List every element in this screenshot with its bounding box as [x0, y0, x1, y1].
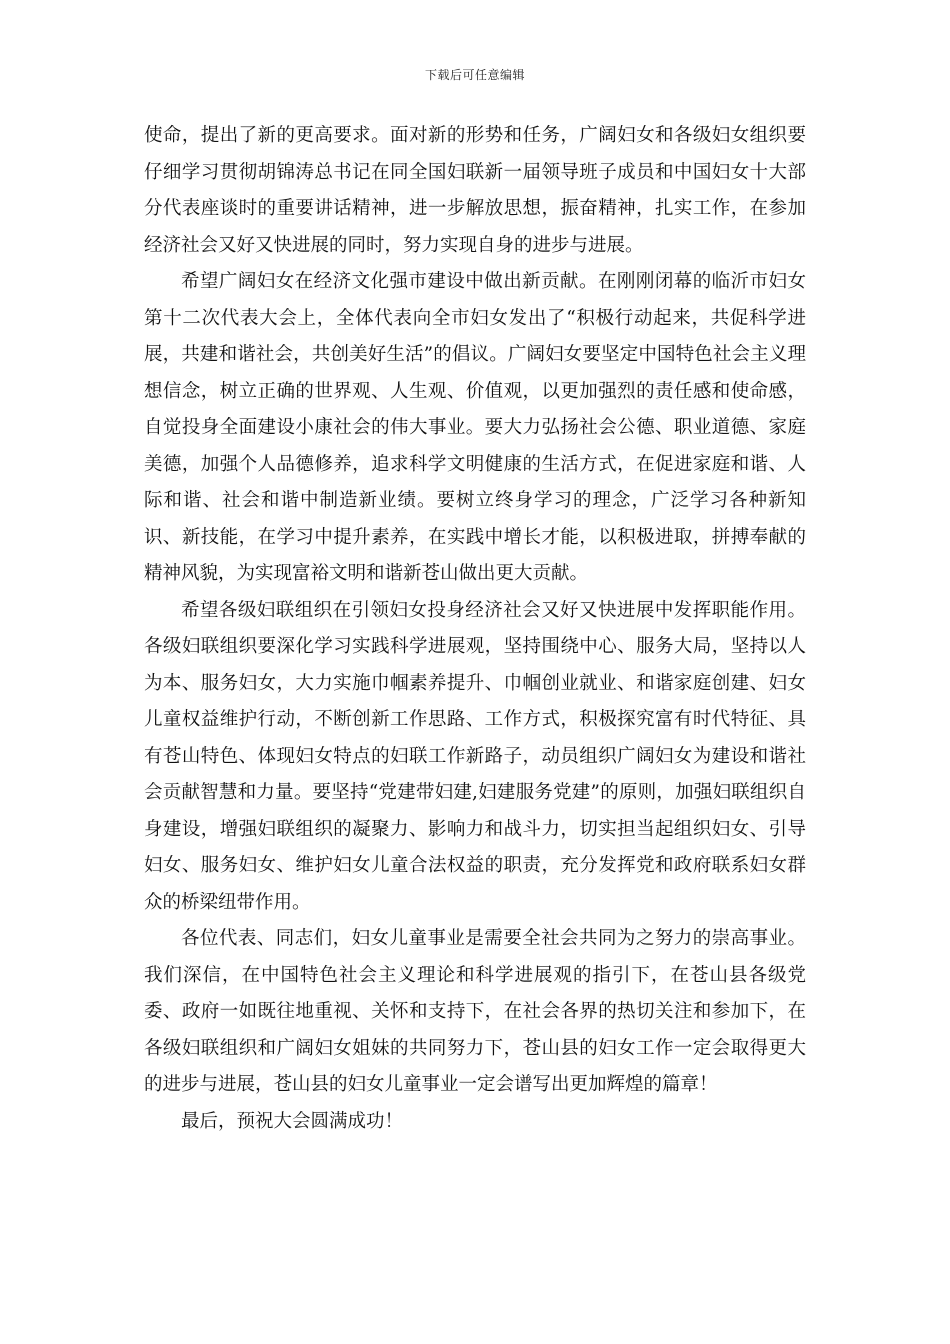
- paragraph-closing-remarks: 各位代表、同志们，妇女儿童事业是需要全社会共同为之努力的崇高事业。我们深信，在中国特色社会主义理论和科学进展观的指引下，在苍山县各级党委、政府一如既往地重视、关怀和支持下，在社会各界的热切关注和参加下，在各级妇联组织和广阔妇女姐妹的共同努力下，苍山县的妇女工作一定会取得更大的进步与进展，苍山县的妇女儿童事业一定会谱写出更加辉煌的篇章！: [144, 928, 806, 1095]
- paragraph-women-contribution: 希望广阔妇女在经济文化强市建设中做出新贡献。在刚刚闭幕的临沂市妇女第十二次代表大会上，全体代表向全市妇女发出了“积极行动起来，共促科学进展，共建和谐社会，共创美好生活”的倡议。广阔妇女要坚定中国特色社会主义理想信念，树立正确的世界观、人生观、价值观，以更加强烈的责任感和使命感，自觉投身全面建设小康社会的伟大事业。要大力弘扬社会公德、职业道德、家庭美德，加强个人品德修养，追求科学文明健康的生活方式，在促进家庭和谐、人际和谐、社会和谐中制造新业绩。要树立终身学习的理念，广泛学习各种新知识、新技能，在学习中提升素养，在实践中增长才能，以积极进取，拼搏奉献的精神风貌，为实现富裕文明和谐新苍山做出更大贡献。: [144, 271, 806, 584]
- header-note: 下载后可任意编辑: [424, 68, 525, 82]
- paragraph-federation-role: 希望各级妇联组织在引领妇女投身经济社会又好又快进展中发挥职能作用。各级妇联组织要深化学习实践科学进展观，坚持围绕中心、服务大局，坚持以人为本、服务妇女，大力实施巾帼素养提升、巾帼创业就业、和谐家庭创建、妇女儿童权益维护行动，不断创新工作思路、工作方式，积极探究富有时代特征、具有苍山特色、体现妇女特点的妇联工作新路子，动员组织广阔妇女为建设和谐社会贡献智慧和力量。要坚持“党建带妇建,妇建服务党建”的原则，加强妇联组织自身建设，增强妇联组织的凝聚力、影响力和战斗力，切实担当起组织妇女、引导妇女、服务妇女、维护妇女儿童合法权益的职责，充分发挥党和政府联系妇女群众的桥梁纽带作用。: [144, 599, 806, 913]
- document-body: [144, 118, 806, 1140]
- paragraph-continuation: 使命，提出了新的更高要求。面对新的形势和任务，广阔妇女和各级妇女组织要仔细学习贯彻胡锦涛总书记在同全国妇联新一届领导班子成员和中国妇女十大部分代表座谈时的重要讲话精神，进一步解放思想，振奋精神，扎实工作，在参加经济社会又好又快进展的同时，努力实现自身的进步与进展。: [144, 125, 806, 256]
- paragraph-final-wish: 最后，预祝大会圆满成功！: [181, 1110, 404, 1132]
